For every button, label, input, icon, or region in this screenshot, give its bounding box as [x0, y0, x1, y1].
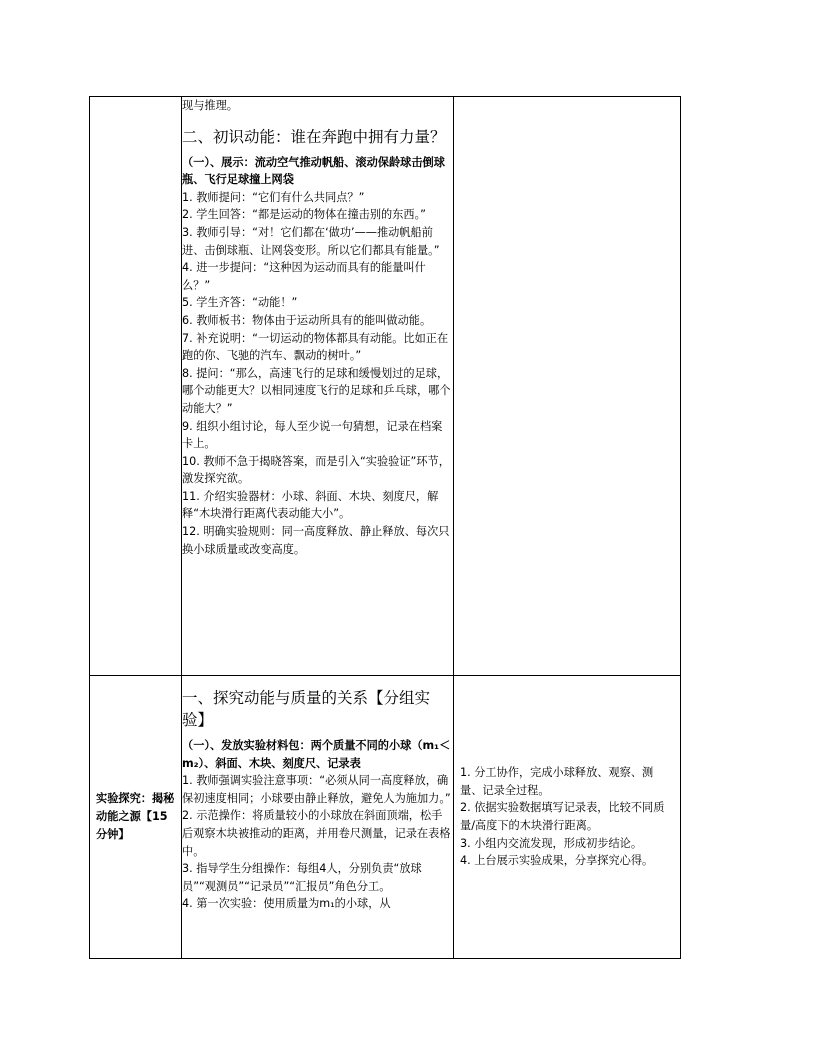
stage-cell-empty — [90, 97, 182, 676]
list-item: 9. 组织小组讨论，每人至少说一句猜想，记录在档案卡上。 — [182, 419, 443, 451]
list-item: 12. 明确实验规则：同一高度释放、静止释放、每次只换小球质量或改变高度。 — [182, 525, 450, 556]
section-subheading: （一）、展示：流动空气推动帆船、滚动保龄球击倒球瓶、飞行足球撞上网袋 — [182, 155, 445, 187]
list-item: 3. 教师引导：“对！它们都在‘做功’——推动帆船前进、击倒球瓶、让网袋变形。所以它们都具有能量。” — [182, 225, 440, 257]
teacher-activity-cell — [182, 97, 454, 676]
section-subheading: （一）、发放实验材料包：两个质量不同的小球（m₁＜m₂）、斜面、木块、刻度尺、记录表 — [182, 739, 451, 770]
lesson-plan-table — [89, 96, 681, 959]
list-item: 1. 教师提问：“它们有什么共同点？” — [182, 190, 365, 204]
list-item: 8. 提问：“那么，高速飞行的足球和缓慢划过的足球，哪个动能更大？以相同速度飞行的足球和乒乓球，哪个动能大？” — [182, 366, 451, 415]
list-item: 4. 第一次实验：使用质量为m₁的小球，从 — [182, 897, 391, 911]
list-item: 4. 上台展示实验成果，分享探究心得。 — [460, 854, 654, 868]
student-activity-cell — [454, 676, 681, 959]
list-item: 1. 教师强调实验注意事项：“必须从同一高度释放，确保初速度相同；小球要由静止释放，避免人为施加力。” — [182, 774, 451, 805]
teacher-activity-cell — [182, 676, 454, 959]
list-item: 5. 学生齐答：“动能！” — [182, 296, 298, 310]
list-item: 4. 进一步提问：“这种因为运动而具有的能量叫什么？” — [182, 261, 426, 292]
list-item: 2. 依据实验数据填写记录表，比较不同质量/高度下的木块滑行距离。 — [460, 801, 665, 832]
table-row — [90, 97, 681, 676]
list-item: 1. 分工协作，完成小球释放、观察、测量、记录全过程。 — [460, 766, 654, 797]
list-item: 3. 小组内交流发现，形成初步结论。 — [460, 836, 643, 850]
list-item: 6. 教师板书：物体由于运动所具有的能叫做动能。 — [182, 313, 432, 327]
list-item: 3. 指导学生分组操作：每组4人，分别负责“放球员”“观测员”“记录员”“汇报员”角色分工。 — [182, 862, 422, 893]
continued-text: 现与推理。 — [182, 99, 238, 112]
section-heading: 二、初识动能：谁在奔跑中拥有力量？ — [182, 127, 446, 146]
list-item: 2. 学生回答：“都是运动的物体在撞击别的东西。” — [182, 208, 426, 222]
list-item: 7. 补充说明：“一切运动的物体都具有动能。比如正在跑的你、飞驰的汽车、飘动的树叶。” — [182, 331, 449, 363]
table-row — [90, 676, 681, 959]
stage-cell — [90, 676, 182, 959]
list-item: 11. 介绍实验器材：小球、斜面、木块、刻度尺，解释“木块滑行距离代表动能大小”。 — [182, 489, 439, 521]
section-heading: 一、探究动能与质量的关系【分组实验】 — [182, 689, 431, 729]
list-item: 10. 教师不急于揭晓答案，而是引入“实验验证”环节，激发探究欲。 — [182, 454, 450, 486]
list-item: 2. 示范操作：将质量较小的小球放在斜面顶端，松手后观察木块被推动的距离，并用卷尺测量，记录在表格中。 — [182, 809, 451, 858]
student-activity-cell-empty — [454, 97, 681, 676]
stage-label: 实验探究：揭秘动能之源【15分钟】 — [96, 792, 175, 841]
